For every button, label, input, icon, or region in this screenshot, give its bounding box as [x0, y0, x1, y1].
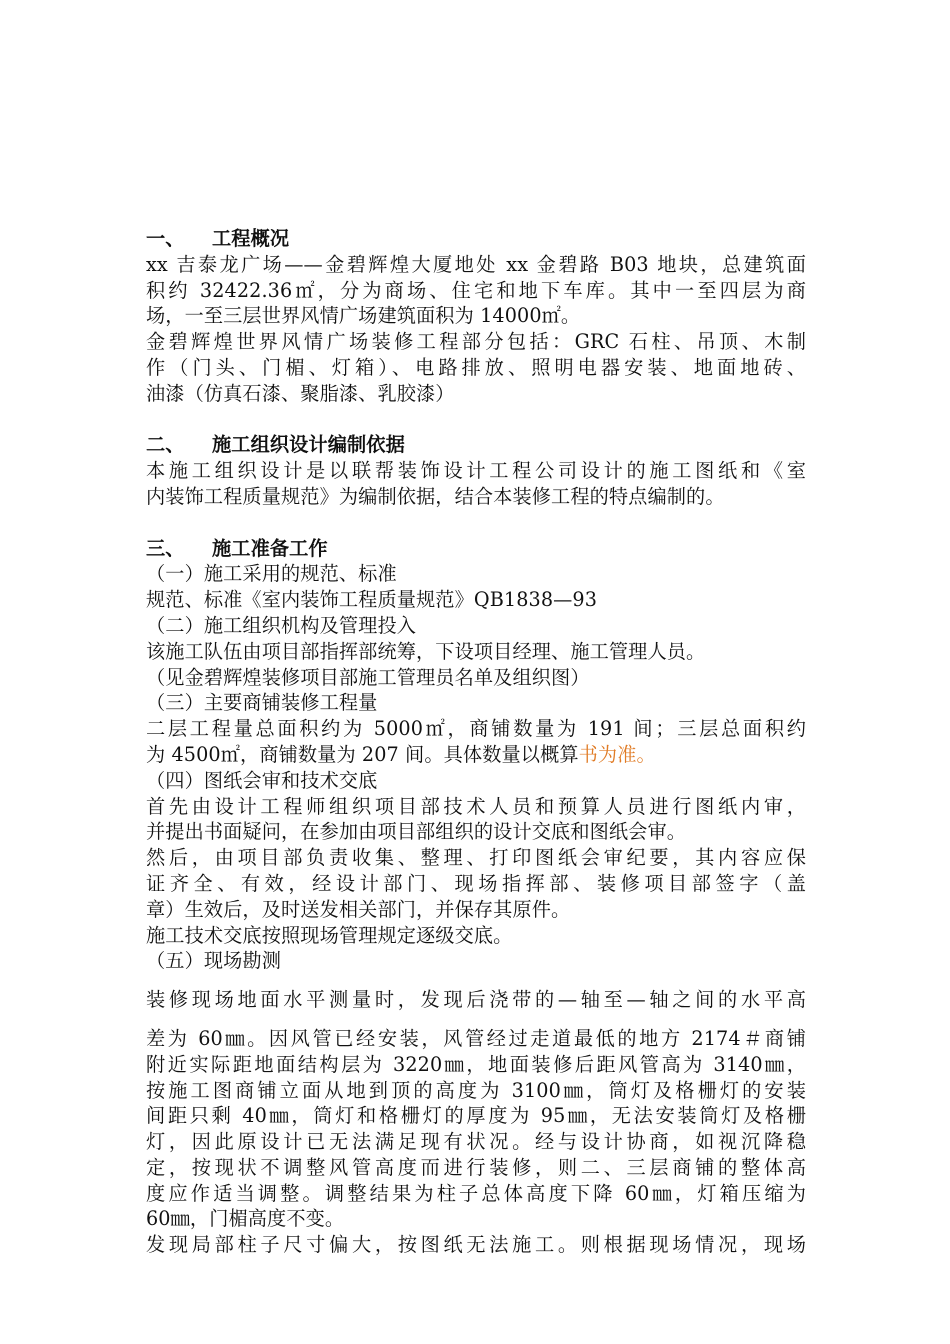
paragraph-line: 间距只剩 40㎜，筒灯和格栅灯的厚度为 95㎜，无法安装筒灯及格栅	[146, 1104, 806, 1128]
paragraph-line: 本施工组织设计是以联帮装饰设计工程公司设计的施工图纸和《室	[146, 459, 806, 483]
section-title: 施工准备工作	[212, 536, 328, 560]
paragraph-line: 灯，因此原设计已无法满足现有状况。经与设计协商，如视沉降稳	[146, 1130, 806, 1154]
section-number: 一、	[146, 227, 185, 250]
paragraph-line	[146, 742, 808, 768]
paragraph-line: 章）生效后，及时送发相关部门，并保存其原件。	[146, 897, 571, 921]
subsection-heading-5: （五）现场勘测	[146, 949, 282, 973]
section-heading-3	[146, 536, 808, 562]
paragraph-line: 60㎜，门楣高度不变。	[146, 1207, 345, 1231]
section-number: 三、	[146, 536, 185, 560]
paragraph-line: 积约 32422.36㎡，分为商场、住宅和地下车库。其中一至四层为商	[146, 278, 806, 302]
paragraph-line: 装修现场地面水平测量时，发现后浇带的—轴至—轴之间的水平高	[146, 988, 806, 1012]
paragraph-line: 规范、标准《室内装饰工程质量规范》QB1838—93	[146, 588, 598, 612]
subsection-heading-4: （四）图纸会审和技术交底	[146, 768, 378, 792]
subsection-heading-1: （一）施工采用的规范、标准	[146, 562, 397, 586]
paragraph-line: （见金碧辉煌装修项目部施工管理员名单及组织图）	[146, 665, 590, 689]
line-gap	[146, 1013, 808, 1026]
paragraph-line: 定，按现状不调整风管高度而进行装修，则二、三层商铺的整体高	[146, 1155, 806, 1179]
paragraph-line: 证齐全、有效，经设计部门、现场指挥部、装修项目部签字（盖	[146, 871, 806, 895]
paragraph-line: 作（门头、门楣、灯箱）、电路排放、照明电器安装、地面地砖、	[146, 355, 806, 379]
paragraph-line: 场，一至三层世界风情广场建筑面积为 14000㎡。	[146, 304, 581, 328]
paragraph-line: 附近实际距地面结构层为 3220㎜，地面装修后距风管高为 3140㎜，	[146, 1052, 806, 1076]
paragraph-line: 并提出书面疑问，在参加由项目部组织的设计交底和图纸会审。	[146, 820, 687, 844]
section-heading-1	[146, 226, 808, 252]
highlighted-text: 书为准。	[578, 742, 656, 766]
section-gap	[146, 407, 808, 433]
paragraph-line: 度应作适当调整。调整结果为柱子总体高度下降 60㎜，灯箱压缩为	[146, 1181, 806, 1205]
section-number: 二、	[146, 433, 185, 457]
paragraph-line: 金碧辉煌世界风情广场装修工程部分包括：GRC 石柱、吊顶、木制	[146, 330, 806, 354]
paragraph-line: 差为 60㎜。因风管已经安装，风管经过走道最低的地方 2174＃商铺	[146, 1026, 806, 1050]
paragraph-text: 为 4500㎡，商铺数量为 207 间。具体数量以概算	[146, 742, 579, 766]
section-heading-2	[146, 432, 808, 458]
paragraph-line: 该施工队伍由项目部指挥部统筹，下设项目经理、施工管理人员。	[146, 639, 706, 663]
paragraph-line: 然后，由项目部负责收集、整理、打印图纸会审纪要，其内容应保	[146, 846, 806, 870]
subsection-heading-3: （三）主要商铺装修工程量	[146, 691, 378, 715]
paragraph-line: xx 吉泰龙广场——金碧辉煌大厦地处 xx 金碧路 B03 地块，总建筑面	[146, 252, 806, 276]
paragraph-line: 施工技术交底按照现场管理规定逐级交底。	[146, 923, 513, 947]
section-title: 工程概况	[212, 227, 290, 250]
document-page	[146, 226, 808, 1258]
line-gap	[146, 974, 808, 987]
subsection-heading-2: （二）施工组织机构及管理投入	[146, 613, 417, 637]
section-title: 施工组织设计编制依据	[212, 433, 405, 457]
paragraph-line: 二层工程量总面积约为 5000㎡，商铺数量为 191 间；三层总面积约	[146, 717, 806, 741]
paragraph-line: 内装饰工程质量规范》为编制依据，结合本装修工程的特点编制的。	[146, 484, 725, 508]
paragraph-line: 发现局部柱子尺寸偏大，按图纸无法施工。则根据现场情况，现场	[146, 1233, 806, 1257]
paragraph-line: 首先由设计工程师组织项目部技术人员和预算人员进行图纸内审，	[146, 794, 806, 818]
section-gap	[146, 510, 808, 536]
paragraph-line: 按施工图商铺立面从地到顶的高度为 3100㎜，筒灯及格栅灯的安装	[146, 1078, 806, 1102]
paragraph-line: 油漆（仿真石漆、聚脂漆、乳胶漆）	[146, 381, 455, 405]
